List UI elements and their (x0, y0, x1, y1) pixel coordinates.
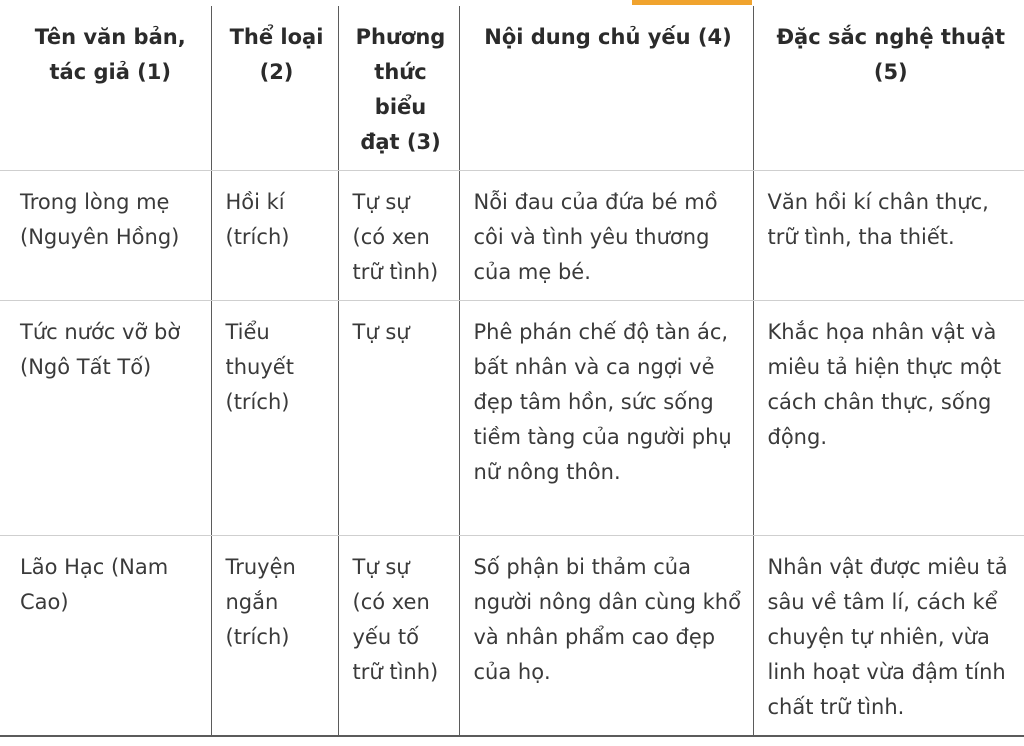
cell-title-author: Lão Hạc (Nam Cao) (0, 536, 211, 737)
cell-expression-mode: Tự sự (338, 301, 459, 536)
table-row (0, 171, 1024, 301)
table-row (0, 536, 1024, 737)
header-expression-mode: Phương thức biểu đạt (3) (338, 6, 459, 171)
header-genre: Thể loại (2) (211, 6, 338, 171)
cell-artistic-features: Nhân vật được miêu tả sâu về tâm lí, cách kể chuyện tự nhiên, vừa linh hoạt vừa đậm tính chất trữ tình. (753, 536, 1024, 737)
cell-artistic-features: Văn hồi kí chân thực, trữ tình, tha thiết. (753, 171, 1024, 301)
cell-expression-mode: Tự sự (có xen yếu tố trữ tình) (338, 536, 459, 737)
tab-accent-bar (632, 0, 752, 5)
header-artistic-features: Đặc sắc nghệ thuật (5) (753, 6, 1024, 171)
cell-title-author: Trong lòng mẹ (Nguyên Hồng) (0, 171, 211, 301)
cell-genre: Tiểu thuyết (trích) (211, 301, 338, 536)
header-title-author: Tên văn bản, tác giả (1) (0, 6, 211, 171)
cell-main-content: Phê phán chế độ tàn ác, bất nhân và ca ngợi vẻ đẹp tâm hồn, sức sống tiềm tàng của người phụ nữ nông thôn. (459, 301, 753, 536)
cell-expression-mode: Tự sự (có xen trữ tình) (338, 171, 459, 301)
cell-main-content: Số phận bi thảm của người nông dân cùng khổ và nhân phẩm cao đẹp của họ. (459, 536, 753, 737)
cell-title-author: Tức nước vỡ bờ (Ngô Tất Tố) (0, 301, 211, 536)
header-main-content: Nội dung chủ yếu (4) (459, 6, 753, 171)
table-row (0, 301, 1024, 536)
cell-genre: Hồi kí (trích) (211, 171, 338, 301)
cell-genre: Truyện ngắn (trích) (211, 536, 338, 737)
cell-artistic-features: Khắc họa nhân vật và miêu tả hiện thực một cách chân thực, sống động. (753, 301, 1024, 536)
cell-main-content: Nỗi đau của đứa bé mồ côi và tình yêu thương của mẹ bé. (459, 171, 753, 301)
table-header-row (0, 6, 1024, 171)
literature-summary-table (0, 6, 1024, 737)
